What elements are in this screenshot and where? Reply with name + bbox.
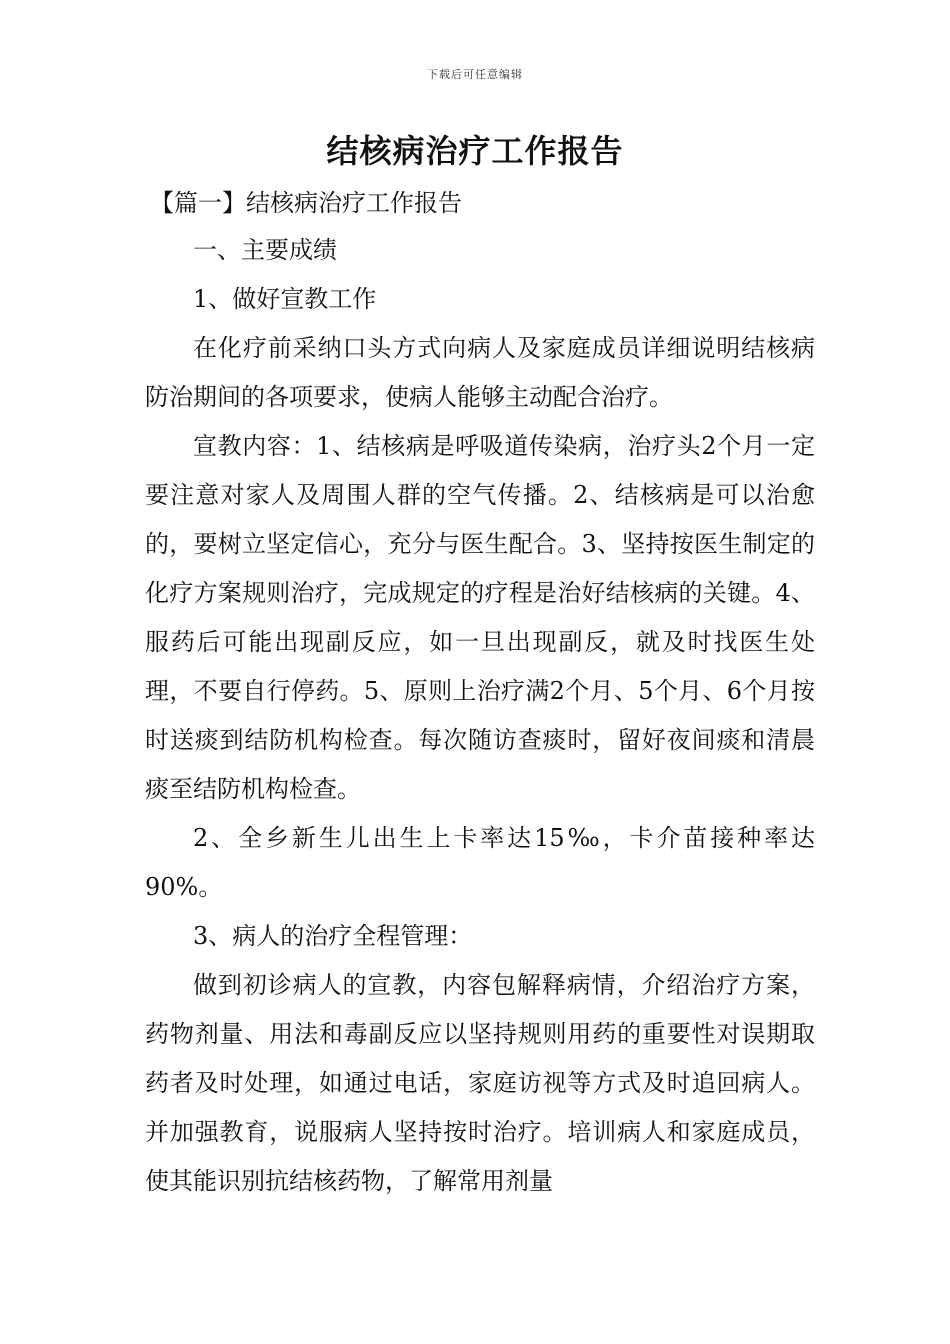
document-body — [145, 226, 815, 1206]
document-title: 结核病治疗工作报告 — [326, 132, 624, 170]
paragraph-newborn-rates: 2、全乡新生儿出生上卡率达15‰，卡介苗接种率达90%。 — [145, 824, 815, 901]
paragraph-patient-management: 做到初诊病人的宣教，内容包解释病情，介绍治疗方案，药物剂量、用法和毒副反应以坚持规则用药的重要性对误期取药者及时处理，如通过电话，家庭访视等方式及时追回病人。并加强教育，说服病人坚持按时治疗。培训病人和家庭成员，使其能识别抗结核药物，了解常用剂量 — [145, 971, 815, 1195]
header-note: 下载后可任意编辑 — [427, 68, 523, 81]
heading-education-work: 1、做好宣教工作 — [193, 285, 377, 313]
section-subtitle: 【篇一】结核病治疗工作报告 — [150, 189, 462, 217]
heading-main-achievements: 一、主要成绩 — [193, 236, 337, 264]
paragraph-education-method: 在化疗前采纳口头方式向病人及家庭成员详细说明结核病防治期间的各项要求，使病人能够主动配合治疗。 — [145, 334, 815, 411]
heading-patient-management: 3、病人的治疗全程管理： — [193, 922, 473, 950]
paragraph-education-content: 宣教内容：1、结核病是呼吸道传染病，治疗头2个月一定要注意对家人及周围人群的空气传播。2、结核病是可以治愈的，要树立坚定信心，充分与医生配合。3、坚持按医生制定的化疗方案规则治疗，完成规定的疗程是治好结核病的关键。4、服药后可能出现副反应，如一旦出现副反，就及时找医生处理，不要自行停药。5、原则上治疗满2个月、5个月、6个月按时送痰到结防机构检查。每次随访查痰时，留好夜间痰和清晨痰至结防机构检查。 — [145, 432, 815, 803]
